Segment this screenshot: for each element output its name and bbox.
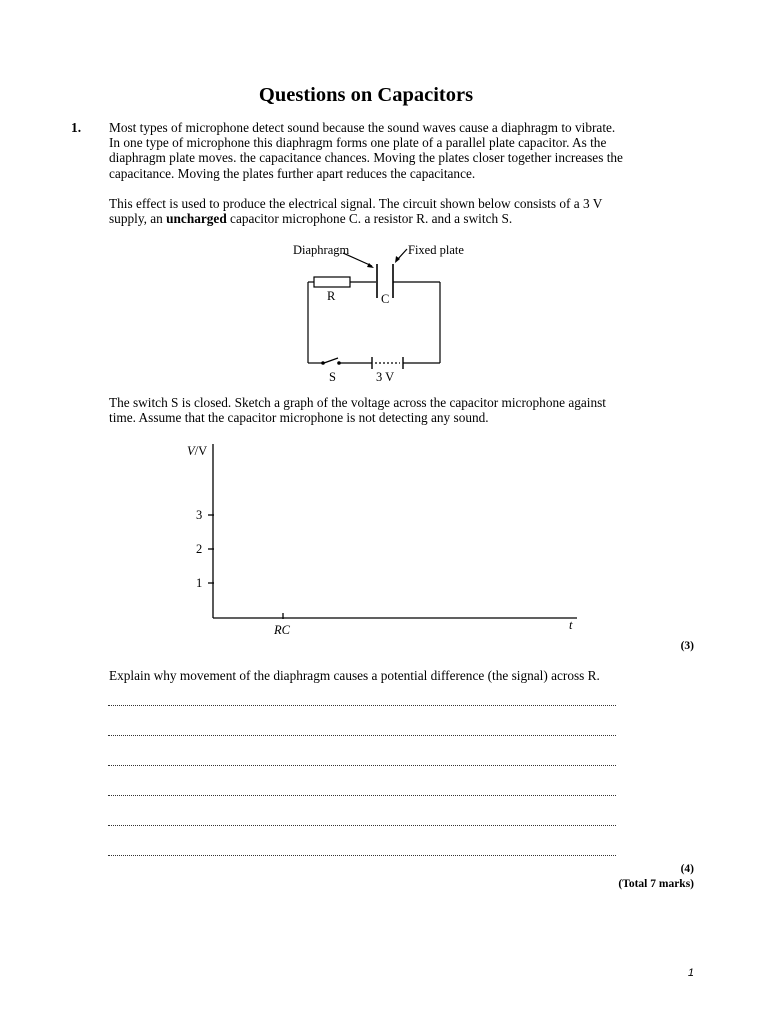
- answer-line[interactable]: [108, 825, 616, 826]
- intro-line: capacitance. Moving the plates further apart reduces the capacitance.: [109, 165, 476, 181]
- capacitor-label: C: [381, 292, 390, 306]
- page-title: Questions on Capacitors: [258, 84, 474, 106]
- circuit-description-text: supply, an: [109, 211, 167, 227]
- fixed-plate-label: Fixed plate: [408, 243, 464, 257]
- answer-line[interactable]: [108, 765, 616, 766]
- y-axis-label-unit: /V: [194, 444, 208, 458]
- answer-line[interactable]: [108, 735, 616, 736]
- resistor-symbol: [314, 277, 350, 287]
- circuit-description-paragraph: [109, 196, 669, 226]
- y-tick-label-1: 1: [196, 576, 203, 590]
- sketch-instruction-line: The switch S is closed. Sketch a graph of the voltage across the capacitor microphone against: [109, 395, 607, 410]
- graph-marks: (3): [680, 640, 694, 652]
- question-intro-paragraph: [109, 120, 669, 181]
- y-tick-label-2: 2: [196, 542, 203, 556]
- intro-line: Most types of microphone detect sound because the sound waves cause a diaphragm to vibrate.: [109, 120, 616, 135]
- voltage-time-graph[interactable]: [170, 436, 590, 646]
- answer-line[interactable]: [108, 705, 616, 706]
- circuit-description-line: [109, 211, 669, 226]
- intro-line: diaphragm plate moves. the capacitance chances. Moving the plates closer together increases the: [109, 150, 623, 166]
- circuit-description-text: capacitor microphone C. a resistor R. and a switch S.: [226, 211, 513, 227]
- y-tick-label-3: 3: [196, 508, 203, 522]
- circuit-description-line: This effect is used to produce the electrical signal. The circuit shown below consists of a 3 V: [109, 196, 603, 211]
- diaphragm-label: Diaphragm: [293, 243, 350, 257]
- uncharged-emphasis: uncharged: [166, 211, 227, 227]
- resistor-label: R: [327, 289, 336, 303]
- question-number: 1.: [71, 120, 82, 135]
- total-marks: (Total 7 marks): [618, 878, 694, 890]
- page-number: 1: [687, 967, 694, 979]
- supply-label: 3 V: [376, 370, 395, 384]
- switch-label: S: [329, 370, 336, 384]
- explain-marks: (4): [680, 863, 694, 875]
- sketch-instruction-line: time. Assume that the capacitor microphone is not detecting any sound.: [109, 410, 489, 426]
- explain-question: Explain why movement of the diaphragm causes a potential difference (the signal) across R.: [109, 668, 600, 683]
- x-tick-label-rc: RC: [274, 623, 290, 637]
- answer-line[interactable]: [108, 795, 616, 796]
- answer-line[interactable]: [108, 855, 616, 856]
- circuit-diagram: [280, 236, 480, 386]
- x-axis-label: t: [569, 618, 573, 632]
- intro-line: In one type of microphone this diaphragm forms one plate of a parallel plate capacitor. As the: [109, 135, 607, 151]
- switch-symbol: [324, 358, 338, 363]
- y-axis-label-symbol: V: [187, 444, 195, 458]
- y-axis-label: [187, 444, 207, 458]
- sketch-instruction-paragraph: [109, 395, 669, 425]
